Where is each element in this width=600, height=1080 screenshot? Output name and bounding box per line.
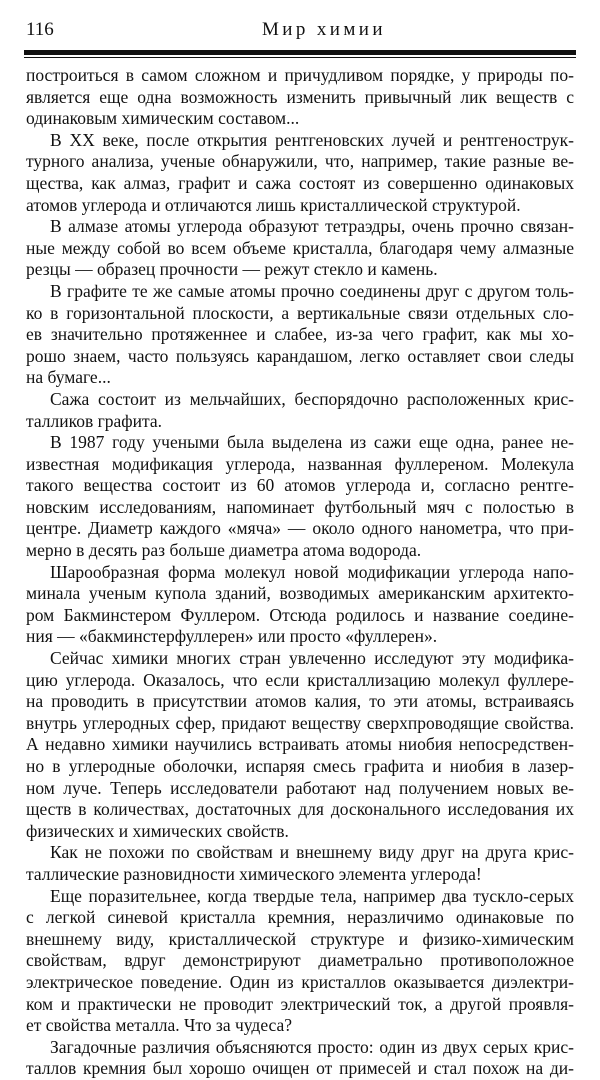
page-number: 116 — [26, 19, 54, 40]
text-line: мерно в десять раз больше диаметра атома водорода. — [26, 540, 422, 561]
text-line: цию углерода. Оказалось, что если кристаллизацию молекул фуллере- — [26, 669, 574, 690]
text-line: ные между собой во всем объеме кристалла, благодаря чему алмазные — [26, 237, 574, 258]
text-line: физических и химических свойств. — [26, 820, 289, 841]
text-line: А недавно химики научились встраивать атомы ниобия непосредствен- — [26, 734, 574, 755]
paragraph — [26, 1037, 574, 1080]
text-line: В XX веке, после открытия рентгеновских лучей и рентгенострук- — [50, 129, 574, 150]
text-line: ществ в количествах, достаточных для досконального исследования их — [26, 799, 574, 820]
text-line: центре. Диаметр каждого «мяча» — около одного нанометра, что при- — [26, 518, 574, 539]
text-line: щества, как алмаз, графит и сажа состоят из совершенно одинаковых — [26, 172, 574, 193]
paragraph — [26, 432, 574, 562]
paragraph — [26, 842, 574, 885]
text-line: таллов кремния был хорошо очищен от примесей и стал похож на ди- — [26, 1058, 574, 1079]
text-line: Шарообразная форма молекул новой модификации углерода напо- — [50, 561, 574, 582]
text-line: рошо знаем, часто пользуясь карандашом, легко оставляет свои следы — [26, 345, 574, 366]
header-rule-thin — [24, 57, 576, 58]
text-line: ром Бакминстером Фуллером. Отсюда родилось и название соедине- — [26, 604, 574, 625]
text-line: но в углеродные оболочки, испаряя смесь графита и ниобия в лазер- — [26, 756, 574, 776]
text-line: свойствам, вдруг демонстрируют диаметрально противоположное — [26, 950, 574, 971]
body-text — [26, 65, 574, 1080]
text-line: известная модификация углерода, названная фуллереном. Молекула — [26, 453, 574, 474]
text-line: талликов графита. — [26, 410, 163, 431]
text-line: Сажа состоит из мельчайших, беспорядочно расположенных крис- — [50, 388, 574, 409]
text-line: ко в горизонтальной плоскости, а вертикальные связи отдельных сло- — [26, 302, 574, 323]
text-line: Сейчас химики многих стран увлеченно исследуют эту модифика- — [50, 648, 574, 669]
text-line: на бумаге... — [26, 367, 111, 388]
text-line: ния — «бакминстерфуллерен» или просто «фуллерен». — [26, 626, 438, 647]
text-line: В 1987 году учеными была выделена из сажи еще одна, ранее не- — [50, 432, 574, 453]
paragraph — [26, 648, 574, 842]
paragraph — [26, 65, 574, 130]
paragraph — [26, 562, 574, 648]
text-line: Еще поразительнее, когда твердые тела, например два тускло-серых — [50, 885, 574, 906]
text-line: В графите те же самые атомы прочно соединены друг с другом толь- — [50, 280, 574, 301]
text-line: ном луче. Теперь исследователи работают над получением новых ве- — [26, 777, 574, 798]
header-rule-thick — [24, 50, 576, 55]
text-line: резцы — образец прочности — режут стекло и камень. — [26, 259, 438, 280]
text-line: минала ученым купола зданий, возводимых американским архитекто- — [26, 583, 574, 604]
text-line: Как не похожи по свойствам и внешнему виду друг на друга крис- — [50, 842, 574, 863]
text-line: построиться в самом сложном и причудливом порядке, у природы по- — [26, 65, 574, 85]
text-line: Загадочные различия объясняются просто: один из двух серых крис- — [50, 1036, 574, 1057]
text-line: с легкой синевой кристалла кремния, неразличимо одинаковые по — [26, 907, 574, 928]
paragraph — [26, 130, 574, 216]
text-line: таллические разновидности химического элемента углерода! — [26, 863, 482, 884]
text-line: одинаковым химическим составом... — [26, 108, 300, 129]
text-line: новским исследованиям, напоминает футбольный мяч с полостью в — [26, 496, 574, 517]
text-line: ком и практически не проводит электрический ток, а другой проявля- — [26, 993, 574, 1014]
text-line: электрическое поведение. Один из кристаллов оказывается диэлектри- — [26, 971, 574, 992]
text-line: на проводить в присутствии атомов калия, то эти атомы, встраиваясь — [26, 691, 574, 712]
text-line: турного анализа, ученые обнаружили, что, например, такие разные ве- — [26, 151, 574, 172]
paragraph — [26, 216, 574, 281]
text-line: В алмазе атомы углерода образуют тетраэдры, очень прочно связан- — [50, 216, 574, 237]
running-title: Мир химии — [262, 19, 386, 40]
text-line: ет свойства металла. Что за чудеса? — [26, 1015, 293, 1036]
text-line: внешнему виду, кристаллической структуре и физико-химическим — [26, 928, 574, 949]
text-line: атомов углерода и отличаются лишь кристаллической структурой. — [26, 194, 521, 215]
paragraph — [26, 886, 574, 1037]
text-line: такого вещества состоит из 60 атомов углерода и, согласно рентге- — [26, 475, 574, 496]
text-line: является еще одна возможность изменить привычный лик веществ с — [26, 86, 574, 107]
text-line: ев значительно протяженнее и слабее, из-за чего графит, как мы хо- — [26, 324, 574, 345]
paragraph — [26, 281, 574, 389]
text-line: внутрь углеродных сфер, придают веществу сверхпроводящие свойства. — [26, 712, 574, 733]
paragraph — [26, 389, 574, 432]
running-head — [26, 18, 576, 48]
